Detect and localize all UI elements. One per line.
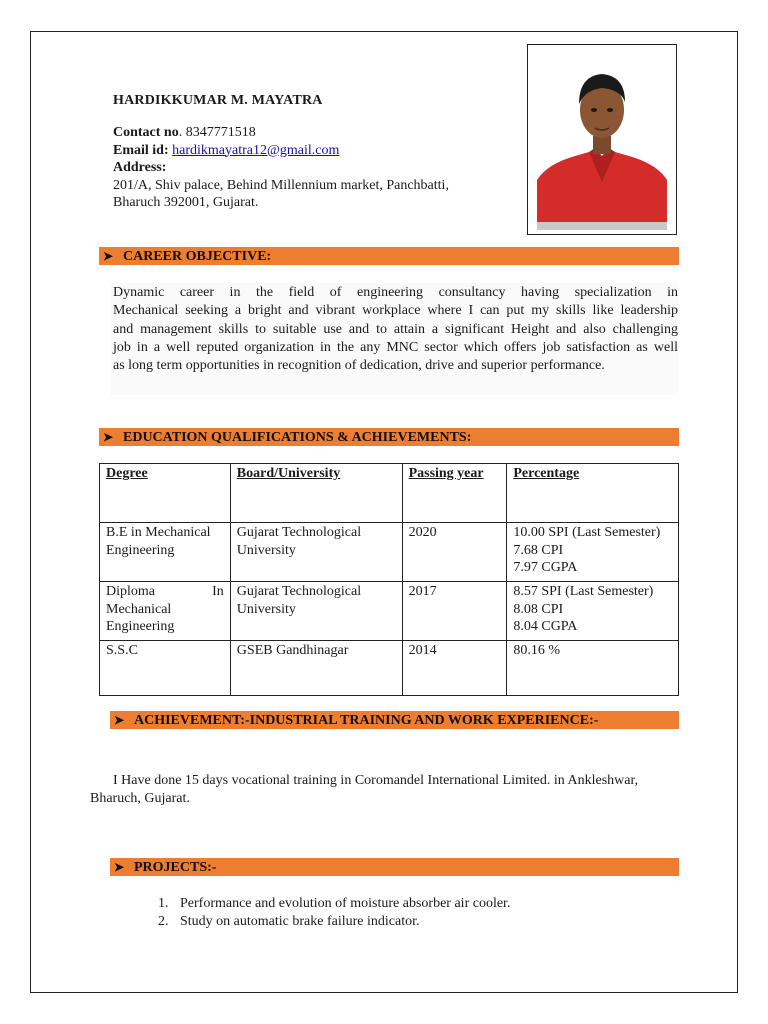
section-title: ACHIEVEMENT:-INDUSTRIAL TRAINING AND WORK EXPERIENCE:- xyxy=(134,713,599,728)
objective-line: Dynamic career in the field of engineering consultancy having specialization in xyxy=(113,285,678,300)
section-projects xyxy=(110,858,679,876)
column-header-year: Passing year xyxy=(402,464,507,523)
arrow-bullet-icon: ➤ xyxy=(103,430,114,444)
contact-block xyxy=(113,124,449,212)
profile-photo xyxy=(527,44,677,235)
percentage-cell: 80.16 % xyxy=(507,641,679,696)
table-header-row xyxy=(100,464,679,523)
year-cell: 2014 xyxy=(402,641,507,696)
section-title: PROJECTS:- xyxy=(134,860,217,875)
section-title: CAREER OBJECTIVE: xyxy=(123,249,272,264)
arrow-bullet-icon: ➤ xyxy=(103,249,114,263)
career-objective-text xyxy=(113,284,678,375)
section-achievement xyxy=(110,711,679,729)
table-row xyxy=(100,641,679,696)
objective-line: as long term opportunities in recognition of dedication, drive and superior performance. xyxy=(113,358,605,374)
percentage-cell: 8.57 SPI (Last Semester) 8.08 CPI 8.04 CGPA xyxy=(507,582,679,641)
section-title: EDUCATION QUALIFICATIONS & ACHIEVEMENTS: xyxy=(123,430,472,445)
list-item: 2. Study on automatic brake failure indicator. xyxy=(158,914,420,929)
arrow-bullet-icon: ➤ xyxy=(114,713,125,727)
arrow-bullet-icon: ➤ xyxy=(114,860,125,874)
contact-number-row xyxy=(113,124,449,142)
table-row xyxy=(100,582,679,641)
candidate-name: HARDIKKUMAR M. MAYATRA xyxy=(113,93,323,108)
year-cell: 2017 xyxy=(402,582,507,641)
column-header-degree: Degree xyxy=(100,464,231,523)
degree-cell: Diploma In Mechanical Engineering xyxy=(100,582,231,641)
section-career-objective xyxy=(99,247,679,265)
contact-label: Contact no xyxy=(113,125,179,140)
percentage-cell: 10.00 SPI (Last Semester) 7.68 CPI 7.97 CGPA xyxy=(507,523,679,582)
address-label: Address: xyxy=(113,160,167,175)
projects-list xyxy=(158,895,510,931)
degree-cell: B.E in Mechanical Engineering xyxy=(100,523,231,582)
contact-number: . 8347771518 xyxy=(178,125,256,140)
column-header-percentage: Percentage xyxy=(507,464,679,523)
education-table xyxy=(99,463,679,696)
email-link[interactable]: hardikmayatra12@gmail.com xyxy=(172,142,340,158)
objective-line: Mechanical seeking a bright and vibrant workplace where I can put my skills like leadership xyxy=(113,303,678,319)
board-cell: GSEB Gandhinagar xyxy=(230,641,402,696)
year-cell: 2020 xyxy=(402,523,507,582)
list-item: 1. Performance and evolution of moisture absorber air cooler. xyxy=(158,896,511,911)
email-row xyxy=(113,142,449,160)
address-line-1: 201/A, Shiv palace, Behind Millennium market, Panchbatti, xyxy=(113,177,449,193)
board-cell: Gujarat Technological University xyxy=(230,523,402,582)
profile-photo-image xyxy=(537,52,667,230)
section-education xyxy=(99,428,679,446)
address-line-2: Bharuch 392001, Gujarat. xyxy=(113,195,259,210)
table-row xyxy=(100,523,679,582)
achievement-text: I Have done 15 days vocational training in Coromandel International Limited. in Ankleshwar, Bharuch, Gujarat. xyxy=(90,773,639,806)
column-header-board: Board/University xyxy=(230,464,402,523)
objective-line: and management skills to suitable use and to attain a significant Height and also challenging xyxy=(113,321,678,337)
email-label: Email id: xyxy=(113,142,169,158)
degree-cell: S.S.C xyxy=(100,641,231,696)
objective-line: job in a well reputed organization in the any MNC sector which offers job satisfaction as well xyxy=(113,339,678,355)
board-cell: Gujarat Technological University xyxy=(230,582,402,641)
